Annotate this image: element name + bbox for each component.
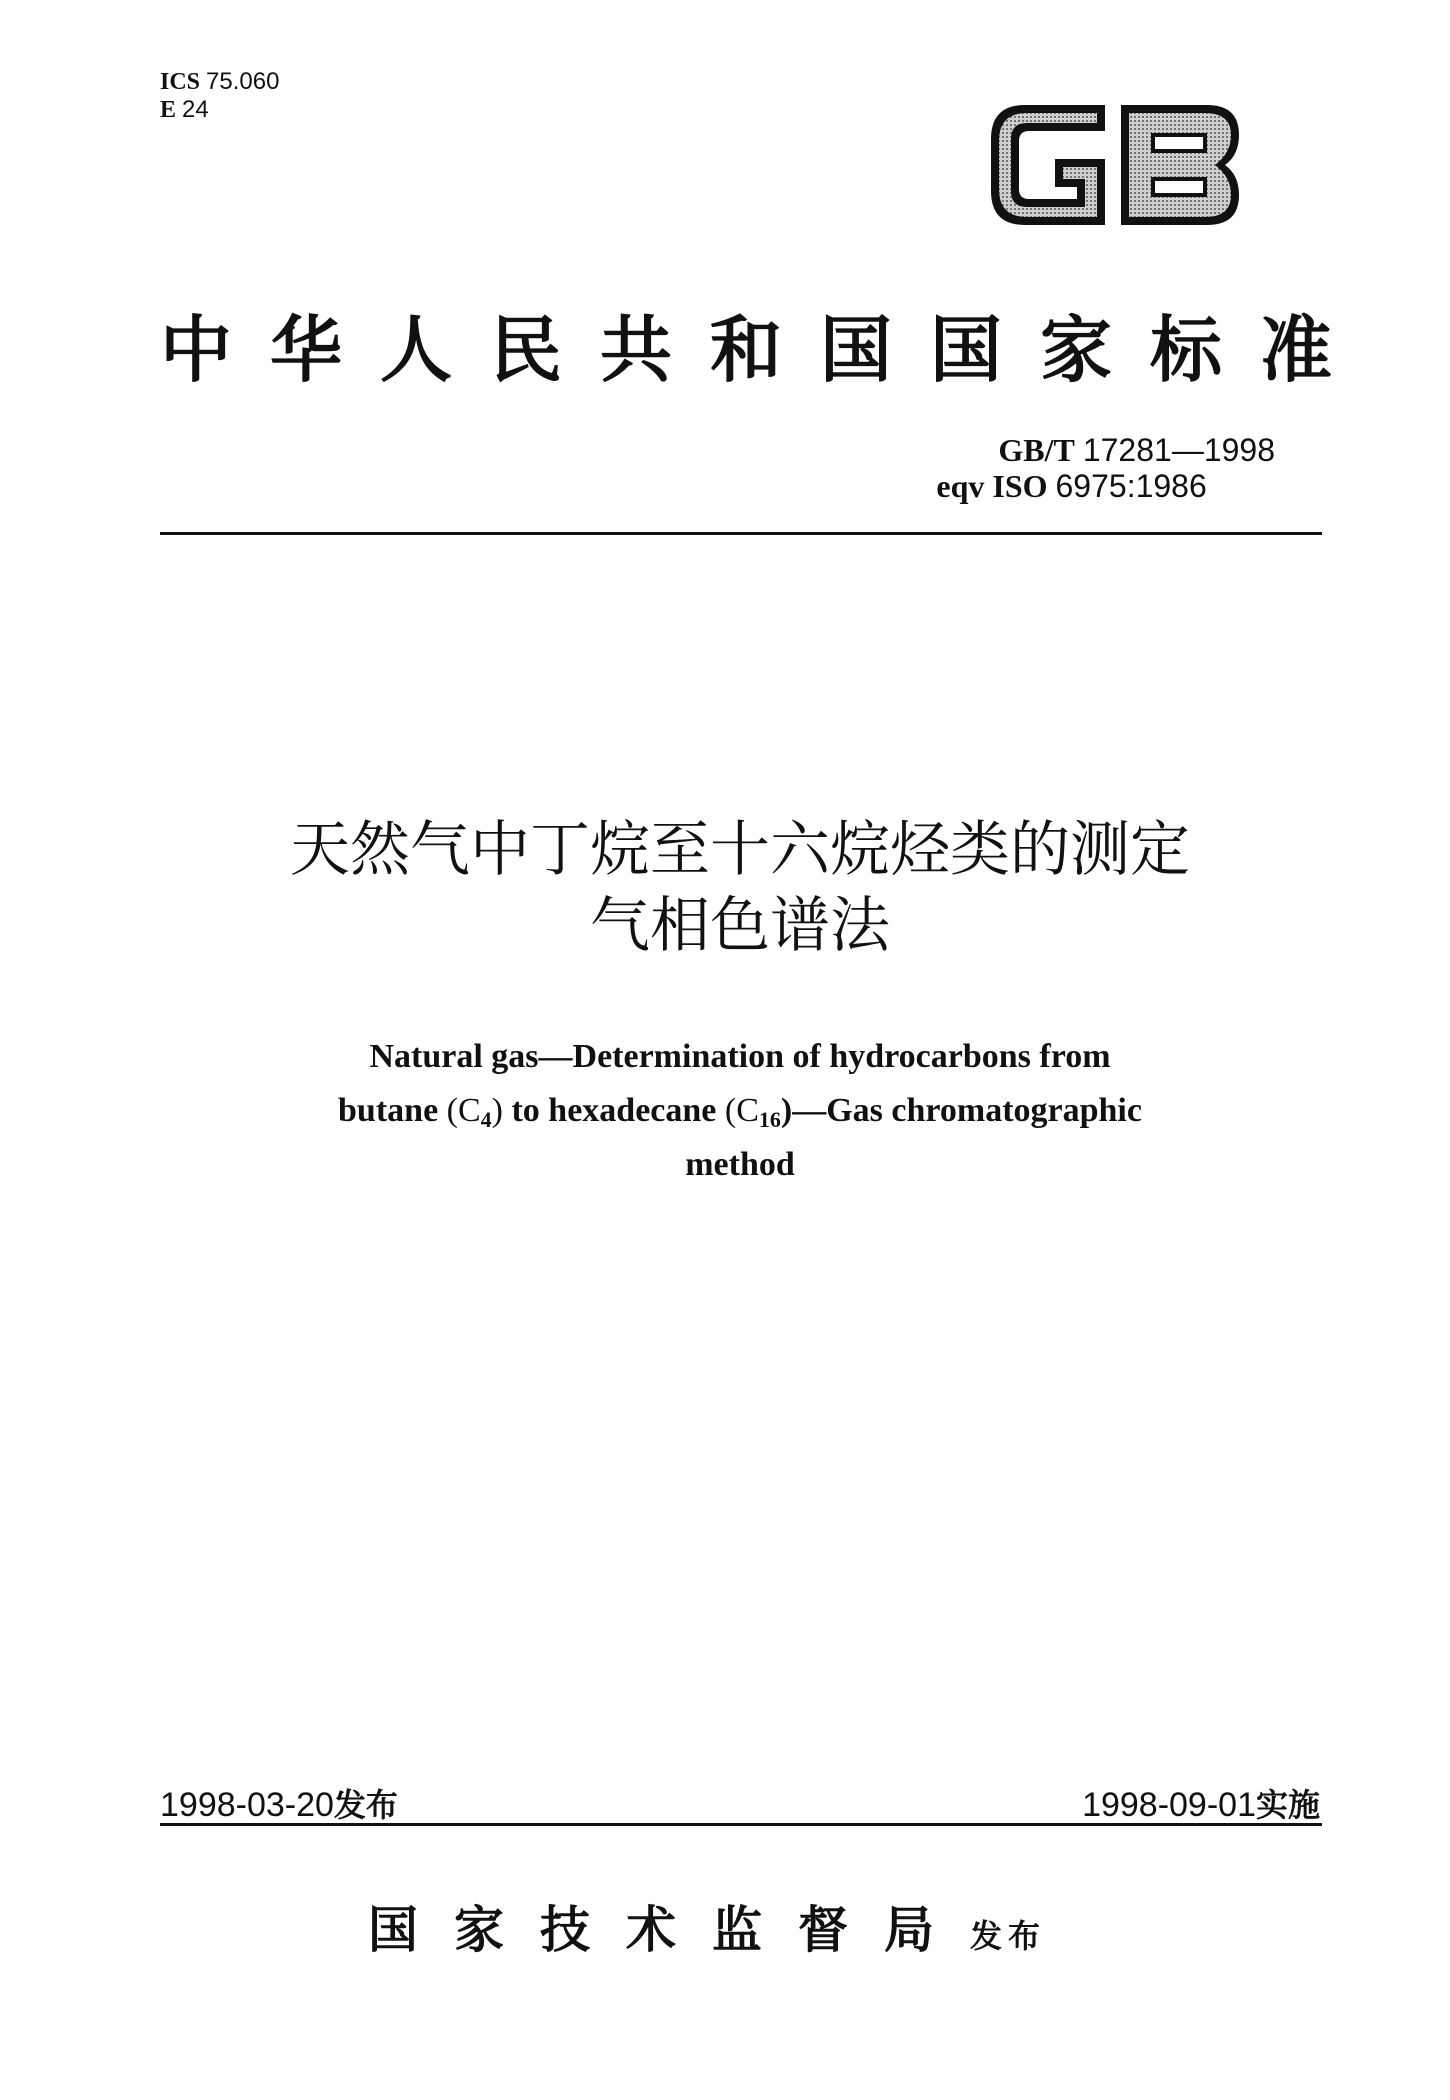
top-divider (160, 532, 1322, 535)
issuing-authority-name: 国家技术监督局 (368, 1901, 970, 1959)
issuing-authority (368, 1890, 1046, 1962)
chinese-title (0, 812, 1450, 964)
gb-logo (985, 95, 1245, 235)
national-standard-header: 中华人民共和国国家标准 (160, 308, 1371, 392)
english-title-line-2 (0, 1084, 1450, 1138)
gb-logo-letter-g (991, 105, 1105, 225)
ccs-label: E (160, 97, 177, 123)
english-title-phrase-hexadecane: to hexadecane (511, 1092, 717, 1129)
chinese-title-line-2: 气相色谱法 (590, 891, 890, 961)
english-title-word-butane: butane (338, 1092, 439, 1129)
english-title-formula-close-1: ) (491, 1092, 503, 1129)
ics-code (160, 68, 279, 96)
issued-date (160, 1780, 398, 1826)
ics-label: ICS (160, 69, 201, 95)
standard-numbers (936, 432, 1275, 504)
ccs-code (160, 96, 279, 124)
gb-logo-letter-b (1121, 105, 1239, 225)
english-title-formula-open-2: (C (724, 1092, 759, 1129)
standard-number (936, 432, 1275, 468)
english-title-subscript-4: 4 (480, 1107, 492, 1132)
issued-date-value: 1998-03-20 (160, 1786, 334, 1824)
issuing-authority-suffix: 发布 (970, 1917, 1047, 1955)
standard-number-label: GB/T (998, 432, 1075, 468)
chinese-title-line-1: 天然气中丁烷至十六烷烃类的测定 (290, 815, 1190, 885)
implemented-date-suffix: 实施 (1255, 1786, 1320, 1824)
bottom-divider (160, 1823, 1322, 1826)
equivalent-standard-value: 6975:1986 (1055, 468, 1207, 504)
english-title (0, 1030, 1450, 1192)
implemented-date (1082, 1780, 1320, 1826)
english-title-subscript-16: 16 (758, 1107, 781, 1132)
english-title-line-1: Natural gas—Determination of hydrocarbons from (369, 1038, 1111, 1075)
implemented-date-value: 1998-09-01 (1082, 1786, 1256, 1824)
classification-codes (160, 68, 279, 124)
equivalent-standard (936, 468, 1275, 504)
equivalent-standard-label: eqv ISO (936, 468, 1048, 504)
ccs-value: 24 (182, 96, 209, 123)
issued-date-suffix: 发布 (333, 1786, 398, 1824)
gb-logo-graphic (985, 95, 1245, 235)
ics-value: 75.060 (206, 68, 280, 95)
english-title-formula-open-1: (C (446, 1092, 481, 1129)
english-title-phrase-gas-chromatographic: )—Gas chromatographic (780, 1092, 1142, 1129)
english-title-line-3: method (685, 1146, 795, 1183)
standard-number-value: 17281—1998 (1082, 432, 1275, 468)
